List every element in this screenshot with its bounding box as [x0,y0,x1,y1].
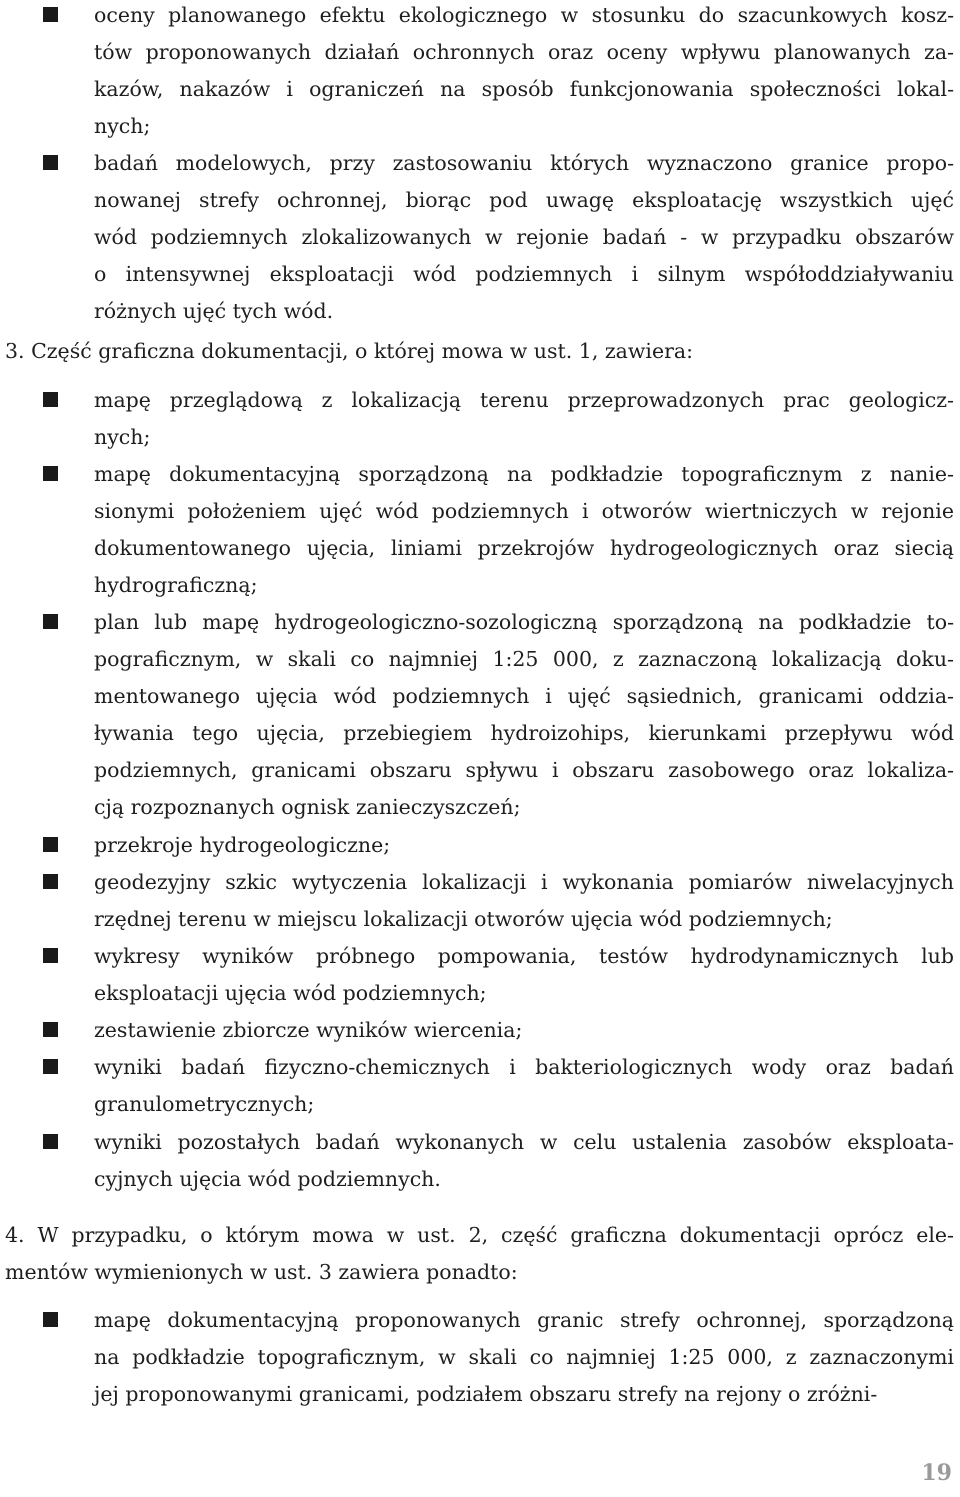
list-item-line: nowanej strefy ochronnej, biorąc pod uwagę eksploatację wszystkich ujęć [94,188,954,212]
paragraph-line: mentów wymienionych w ust. 3 zawiera ponadto: [5,1260,518,1284]
list-item-line: nych; [94,114,151,138]
bullet-marker [43,392,58,407]
bullet-marker [43,155,58,170]
list-item-line: badań modelowych, przy zastosowaniu których wyznaczono granice propo- [94,151,954,175]
page-number: 19 [921,1460,952,1486]
list-item-line: podziemnych, granicami obszaru spływu i obszaru zasobowego oraz lokaliza- [94,758,954,783]
list-item-line: nych; [94,425,151,449]
list-item-line: mapę dokumentacyjną proponowanych granic strefy ochronnej, sporządzoną [94,1308,954,1332]
list-item-line: różnych ujęć tych wód. [94,299,334,323]
list-item-line: granulometrycznych; [94,1092,315,1117]
bullet-marker [43,1059,58,1074]
list-item-line: na podkładzie topograficznym, w skali co najmniej 1:25 000, z zaznaczonymi [94,1345,954,1369]
list-item-line: oceny planowanego efektu ekologicznego w stosunku do szacunkowych kosz- [94,3,954,27]
bullet-marker [43,466,58,481]
list-item-line: mapę dokumentacyjną sporządzoną na podkładzie topograficznym z nanie- [94,462,954,487]
list-item-line: przekroje hydrogeologiczne; [94,832,391,857]
list-item-line: cyjnych ujęcia wód podziemnych. [94,1166,441,1191]
list-item-line: o intensywnej eksploatacji wód podziemnych i silnym współoddziaływaniu [94,262,954,286]
list-item-line: hydrograficzną; [94,573,258,598]
list-item-line: dokumentowanego ujęcia, liniami przekrojów hydrogeologicznych oraz siecią [94,536,954,561]
list-item-line: wód podziemnych zlokalizowanych w rejonie badań - w przypadku obszarów [94,225,954,249]
list-item-line: sionymi położeniem ujęć wód podziemnych i otworów wiertniczych w rejonie [94,499,954,524]
list-item-line: mentowanego ujęcia wód podziemnych i ujęć sąsiednich, granicami oddzia- [94,684,954,709]
list-item-line: plan lub mapę hydrogeologiczno-sozologiczną sporządzoną na podkładzie to- [94,610,954,635]
list-item-line: eksploatacji ujęcia wód podziemnych; [94,981,487,1005]
bullet-marker [43,7,58,22]
bullet-marker [43,614,58,629]
list-item-line: ływania tego ujęcia, przebiegiem hydroizohips, kierunkami przepływu wód [94,721,954,746]
bullet-marker [43,1134,58,1149]
bullet-marker [43,837,58,852]
bullet-marker [43,1312,58,1327]
list-item-line: geodezyjny szkic wytyczenia lokalizacji i wykonania pomiarów niwelacyjnych [94,869,954,894]
list-item-line: kazów, nakazów i ograniczeń na sposób funkcjonowania społeczności lokal- [94,77,954,101]
bullet-marker [43,1022,58,1037]
bullet-marker [43,874,58,889]
list-item-line: pograficznym, w skali co najmniej 1:25 000, z zaznaczoną lokalizacją doku- [94,647,954,672]
list-item-line: zestawienie zbiorcze wyników wiercenia; [94,1018,523,1043]
list-item-line: wykresy wyników próbnego pompowania, testów hydrodynamicznych lub [94,944,954,968]
paragraph-line: 3. Część graficzna dokumentacji, o której mowa w ust. 1, zawiera: [5,339,694,363]
list-item-line: mapę przeglądową z lokalizacją terenu przeprowadzonych prac geologicz- [94,388,954,412]
bullet-marker [43,948,58,963]
list-item-line: wyniki badań fizyczno-chemicznych i bakteriologicznych wody oraz badań [94,1055,954,1080]
list-item-line: jej proponowanymi granicami, podziałem obszaru strefy na rejony o zróżni- [94,1382,878,1406]
paragraph-line: 4. W przypadku, o którym mowa w ust. 2, część graficzna dokumentacji oprócz ele- [5,1223,954,1247]
list-item-line: rzędnej terenu w miejscu lokalizacji otworów ujęcia wód podziemnych; [94,906,833,931]
list-item-line: tów proponowanych działań ochronnych oraz oceny wpływu planowanych za- [94,40,954,64]
list-item-line: wyniki pozostałych badań wykonanych w celu ustalenia zasobów eksploata- [94,1129,954,1154]
list-item-line: cją rozpoznanych ognisk zanieczyszczeń; [94,795,521,820]
